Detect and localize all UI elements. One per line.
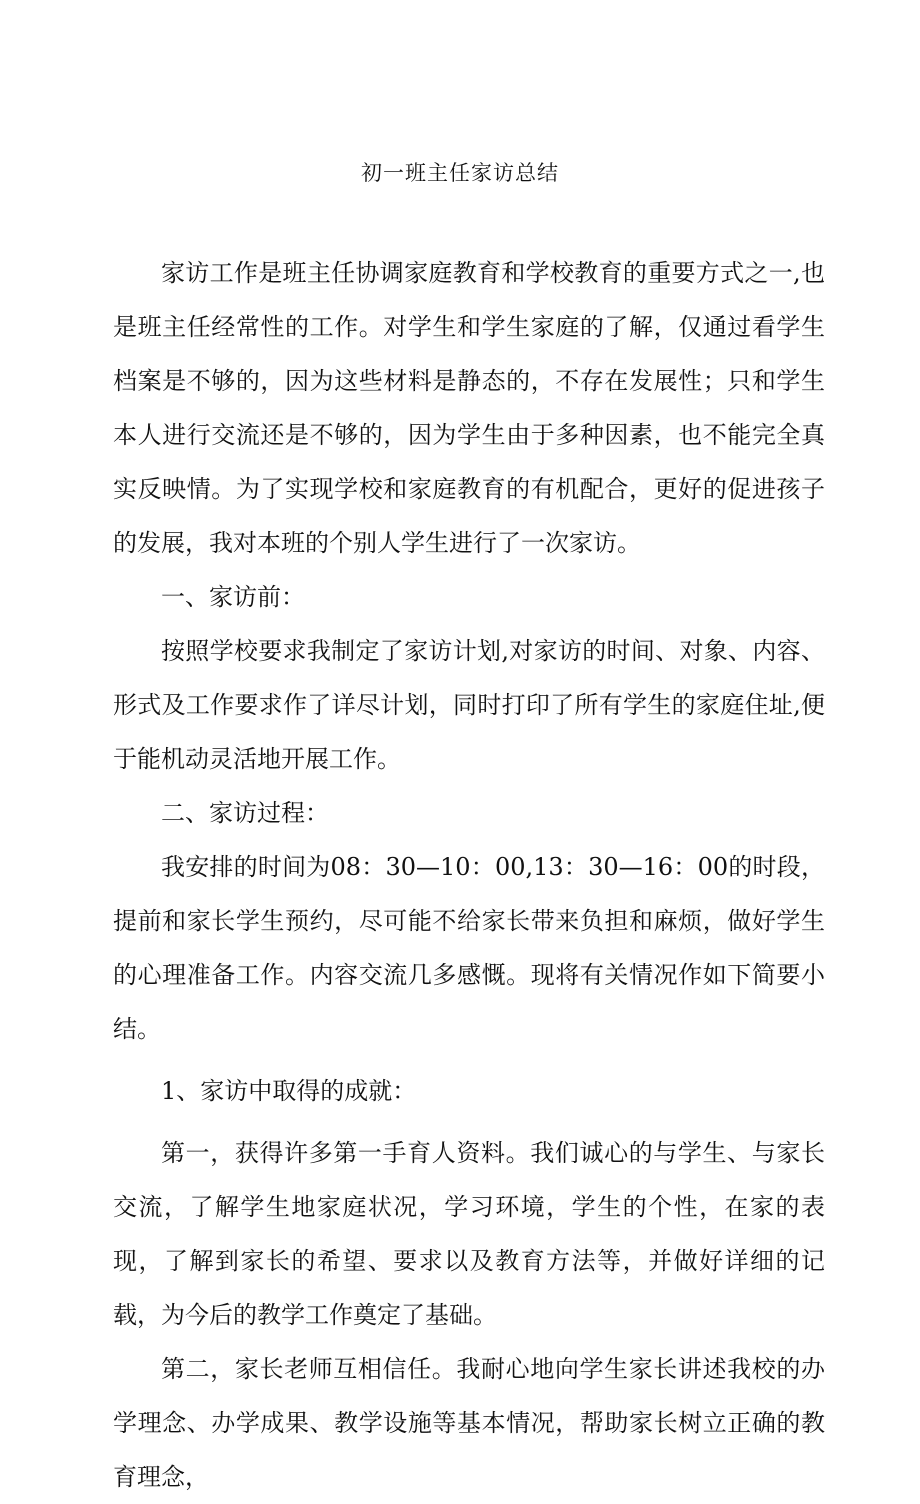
paragraph-first-point: 第一，获得许多第一手育人资料。我们诚心的与学生、与家长交流，了解学生地家庭状况，学习环境，学生的个性，在家的表现，了解到家长的希望、要求以及教育方法等，并做好详细的记载，为今后的教学工作奠定了基础。 xyxy=(113,1139,825,1329)
heading-before-visit: 一、家访前： xyxy=(161,583,305,611)
document-title: 初一班主任家访总结 xyxy=(361,161,559,185)
paragraph-schedule: 我安排的时间为08：30—10：00,13：30—16：00的时段，提前和家长学生预约，尽可能不给家长带来负担和麻烦，做好学生的心理准备工作。内容交流几多感慨。现将有关情况作如下简要小结。 xyxy=(113,853,825,1043)
heading-achievements: 1、家访中取得的成就： xyxy=(161,1077,417,1105)
paragraph-second-point: 第二，家长老师互相信任。我耐心地向学生家长讲述我校的办学理念、办学成果、教学设施等基本情况，帮助家长树立正确的教育理念， xyxy=(113,1355,825,1491)
heading-visit-process: 二、家访过程： xyxy=(161,799,329,827)
document-body xyxy=(113,246,825,1504)
paragraph-intro: 家访工作是班主任协调家庭教育和学校教育的重要方式之一,也是班主任经常性的工作。对学生和学生家庭的了解，仅通过看学生档案是不够的，因为这些材料是静态的，不存在发展性；只和学生本人进行交流还是不够的，因为学生由于多种因素，也不能完全真实反映情。为了实现学校和家庭教育的有机配合，更好的促进孩子的发展，我对本班的个别人学生进行了一次家访。 xyxy=(113,259,825,557)
paragraph-plan: 按照学校要求我制定了家访计划,对家访的时间、对象、内容、形式及工作要求作了详尽计划，同时打印了所有学生的家庭住址,便于能机动灵活地开展工作。 xyxy=(113,637,825,773)
